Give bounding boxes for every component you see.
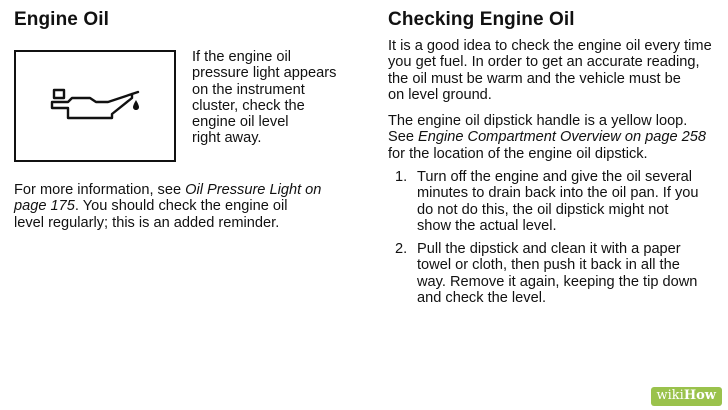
oil-pressure-light-reference: Oil Pressure Light on (185, 182, 322, 198)
alert-line: right away. (192, 130, 262, 147)
step-line: Turn off the engine and give the oil several (417, 169, 693, 185)
dipstick-text: See (388, 129, 419, 146)
alert-line: engine oil level (192, 114, 289, 131)
step-line: do not do this, the oil dipstick might not (417, 201, 669, 218)
step-line: minutes to drain back into the oil pan. If you (417, 185, 699, 202)
step-line: towel or cloth, then push it back in all the (417, 257, 680, 274)
alert-line: cluster, check the (192, 97, 305, 114)
dipstick-line: for the location of the engine oil dipstick. (388, 145, 648, 162)
dipstick-paragraph (388, 113, 706, 162)
watermark-how: How (683, 388, 716, 403)
step-line: and check the level. (417, 289, 546, 306)
intro-line: the oil must be warm and the vehicle must be (388, 70, 681, 87)
more-info-paragraph (14, 182, 321, 231)
step-line: show the actual level. (417, 217, 557, 234)
intro-line: It is a good idea to check the engine oil every time (388, 38, 712, 54)
oil-pressure-icon-box (14, 50, 176, 162)
alert-line: If the engine oil (192, 49, 291, 65)
alert-line: pressure light appears (192, 65, 337, 82)
step-line: way. Remove it again, keeping the tip down (417, 273, 698, 290)
more-info-line: level regularly; this is an added reminder. (14, 214, 280, 231)
more-info-line (14, 198, 321, 214)
checking-engine-oil-heading: Checking Engine Oil (388, 9, 575, 30)
more-info-text: For more information, see (14, 182, 186, 198)
more-info-text: . You should check the engine oil (74, 198, 288, 215)
engine-oil-heading: Engine Oil (14, 9, 109, 30)
engine-compartment-reference: Engine Compartment Overview on page 258 (418, 129, 707, 146)
dipstick-line (388, 129, 706, 145)
step-body (417, 169, 699, 234)
more-info-line (14, 182, 321, 198)
intro-paragraph (388, 38, 712, 103)
page-reference: page 175 (14, 198, 75, 215)
oil-can-icon (50, 86, 142, 130)
intro-line: on level ground. (388, 86, 492, 103)
step-line: Pull the dipstick and clean it with a paper (417, 241, 681, 257)
step-number: 1. (395, 169, 408, 185)
oil-pressure-alert-text (192, 49, 336, 147)
wikihow-watermark (651, 387, 722, 406)
alert-line: on the instrument (192, 81, 305, 98)
dipstick-line: The engine oil dipstick handle is a yellow loop. (388, 113, 688, 129)
watermark-wiki: wiki (656, 388, 684, 403)
step-number: 2. (395, 241, 408, 257)
step-body (417, 241, 697, 306)
intro-line: you get fuel. In order to get an accurate reading, (388, 54, 700, 71)
